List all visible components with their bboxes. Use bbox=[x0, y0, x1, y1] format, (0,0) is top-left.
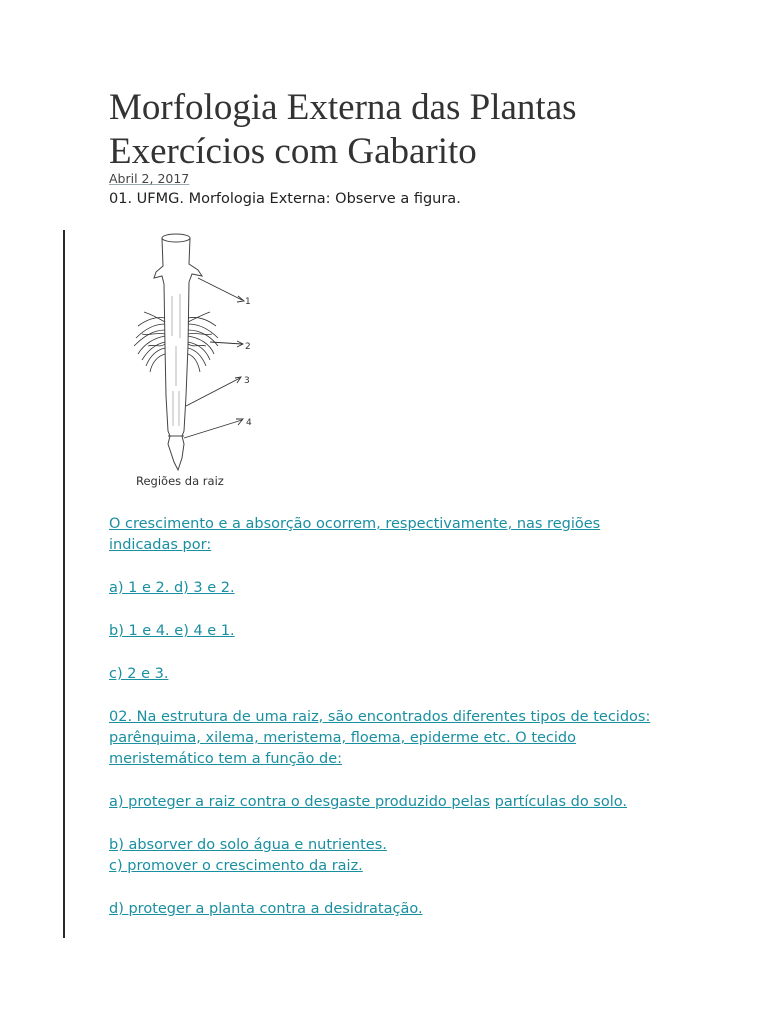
q2-option-a-link-2[interactable]: partículas do solo. bbox=[494, 794, 627, 810]
q1-stem-line-2[interactable]: indicadas por: bbox=[109, 537, 212, 553]
left-border-line bbox=[63, 230, 65, 938]
q2-stem-line-2[interactable]: parênquima, xilema, meristema, floema, epiderme etc. O tecido bbox=[109, 730, 577, 746]
q2-option-b-link[interactable]: b) absorver do solo água e nutrientes. bbox=[109, 837, 387, 853]
q1-stem-line-1[interactable]: O crescimento e a absorção ocorrem, respectivamente, nas regiões bbox=[109, 516, 601, 532]
q1-options-a-d bbox=[109, 578, 669, 599]
region-label-2: 2 bbox=[245, 342, 251, 352]
q2-option-a bbox=[109, 792, 669, 813]
question-1-stem bbox=[109, 514, 669, 556]
figure-caption: Regiões da raiz bbox=[136, 474, 224, 488]
root-regions-figure bbox=[118, 226, 268, 496]
question-1-intro: 01. UFMG. Morfologia Externa: Observe a figura. bbox=[109, 191, 461, 207]
q2-option-c-link[interactable]: c) promover o crescimento da raiz. bbox=[109, 858, 363, 874]
q2-stem-line-3[interactable]: meristemático tem a função de: bbox=[109, 751, 343, 767]
region-label-1: 1 bbox=[245, 297, 251, 307]
q1-options-b-e bbox=[109, 621, 669, 642]
q1-option-b-e-link[interactable]: b) 1 e 4. e) 4 e 1. bbox=[109, 623, 235, 639]
region-pointers bbox=[184, 278, 244, 438]
region-label-4: 4 bbox=[246, 418, 252, 428]
title-line-1: Morfologia Externa das Plantas bbox=[109, 87, 577, 128]
post-date-link[interactable]: Abril 2, 2017 bbox=[109, 171, 190, 186]
region-label-3: 3 bbox=[244, 376, 250, 386]
q2-options-b-c bbox=[109, 835, 669, 877]
root-hairs-left bbox=[134, 312, 165, 372]
q2-option-d-link[interactable]: d) proteger a planta contra a desidratação. bbox=[109, 901, 423, 917]
question-2-stem bbox=[109, 707, 669, 770]
q2-option-d bbox=[109, 899, 669, 920]
q2-stem-line-1[interactable]: 02. Na estrutura de uma raiz, são encontrados diferentes tipos de tecidos: bbox=[109, 709, 651, 725]
q1-option-a-d-link[interactable]: a) 1 e 2. d) 3 e 2. bbox=[109, 580, 235, 596]
title-line-2: Exercícios com Gabarito bbox=[109, 131, 477, 172]
page-title bbox=[109, 86, 729, 174]
q1-option-c bbox=[109, 664, 669, 685]
q1-option-c-link[interactable]: c) 2 e 3. bbox=[109, 666, 169, 682]
q2-option-a-link[interactable]: a) proteger a raiz contra o desgaste produzido pelas bbox=[109, 794, 490, 810]
